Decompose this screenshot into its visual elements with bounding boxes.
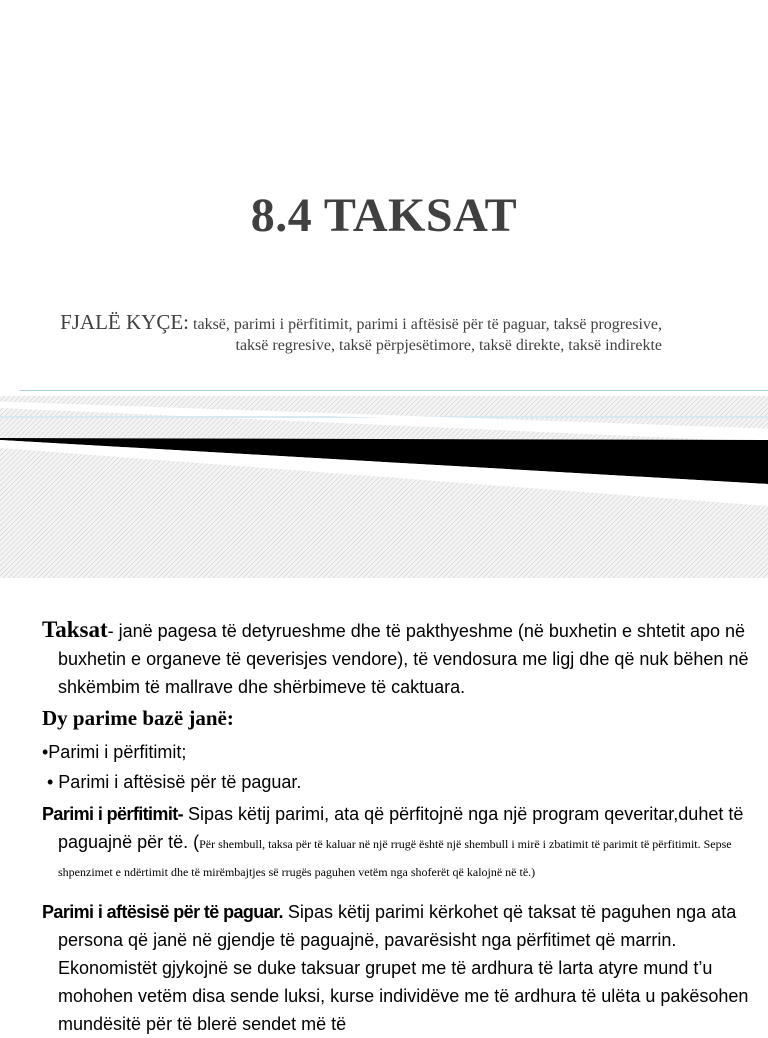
term-taksat: Taksat xyxy=(42,617,108,642)
divider-line xyxy=(20,390,768,391)
benefit-principle-label: Parimi i përfitimit- xyxy=(42,804,184,824)
ability-principle-text: Sipas këtij parimi kërkohet që taksat të paguhen nga ata persona që janë në gjendje të paguajnë, pavarësisht nga përfitimet që marrin. Ekonomistët gjykojnë se duke taksuar grupet me të ardhura të larta atyre mund t’u mohohen vetëm disa sende luksi, kurse individëve me të ardhura të ulëta u pakësohen mundësitë për të blerë sendet më të xyxy=(58,902,749,1034)
keywords-label: FJALË KYÇE: xyxy=(60,310,190,334)
content-slide xyxy=(0,578,768,1034)
taksat-definition-text: - janë pagesa të detyrueshme dhe të pakthyeshme (në buxhetin e shtetit apo në buxhetin e organeve të qeverisjes vendore), të vendosura me ligj dhe që nuk bëhen në shkëmbim të mallrave dhe shërbimeve të caktuara. xyxy=(58,621,749,697)
taksat-definition xyxy=(42,616,763,701)
benefit-principle-example: Për shembull, taksa për të kaluar në një rrugë është një shembull i mirë i zbatimit të parimit të përfitimit. Sepse shpenzimet e ndërtimit dhe të mirëmbajtjes së rrugës paguhen vetëm nga shoferët që kalojnë në të.) xyxy=(58,837,732,879)
principles-heading: Dy parime bazë janë: xyxy=(42,706,234,730)
bullet-benefit-principle: •Parimi i përfitimit; xyxy=(42,742,187,762)
bullet-ability-principle: • Parimi i aftësisë për të paguar. xyxy=(42,772,302,792)
keywords-text: taksë, parimi i përfitimit, parimi i aftësisë për të paguar, taksë progresive, taksë regresive, taksë përpjesëtimore, taksë direkte, taksë indirekte xyxy=(193,316,662,354)
ability-principle-label: Parimi i aftësisë për të paguar. xyxy=(42,902,283,922)
ability-principle-paragraph xyxy=(42,898,763,1038)
keywords-block xyxy=(42,312,662,356)
benefit-principle-paragraph xyxy=(42,800,763,884)
benefit-principle-text: Sipas këtij parimi, ata që përfitojnë nga një program qeveritar,duhet të paguajnë për të. ( xyxy=(58,804,744,852)
slide-title: 8.4 TAKSAT xyxy=(250,189,518,242)
decorative-band xyxy=(0,396,768,578)
